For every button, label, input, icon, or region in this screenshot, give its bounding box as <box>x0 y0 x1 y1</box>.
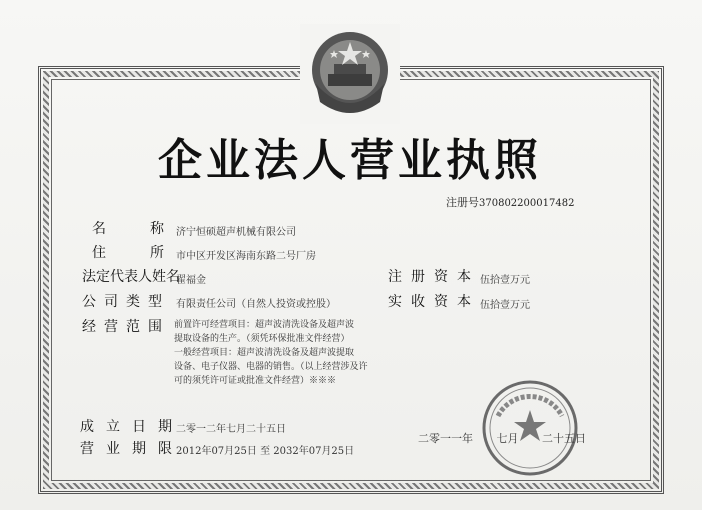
representative-name: 翟福金 <box>176 275 206 286</box>
company-address: 市中区开发区海南东路二号厂房 <box>176 251 316 262</box>
label-name <box>92 218 164 238</box>
document-title: 企业法人营业执照 <box>158 135 542 186</box>
label-business-term: 营业期限 <box>80 441 184 457</box>
label-business-scope: 经营范围 <box>82 319 170 335</box>
registered-capital: 伍拾壹万元 <box>480 275 530 286</box>
issue-date <box>418 430 586 446</box>
registration-value: 370802200017482 <box>479 198 575 209</box>
established-date: 二零一二年七月二十五日 <box>176 424 286 435</box>
label-paid-in-capital: 实收资本 <box>388 294 480 310</box>
registration-label: 注册号 <box>446 196 479 209</box>
label-established-date: 成立日期 <box>80 419 184 435</box>
scope-line: 一般经营项目：超声波清洗设备及超声波提取 <box>174 348 355 358</box>
scope-line: 设备、电子仪器、电器的销售。（以上经营涉及许 <box>174 362 368 372</box>
label-company-type: 公司类型 <box>82 294 170 310</box>
company-name: 济宁恒硕超声机械有限公司 <box>176 227 296 238</box>
business-scope <box>174 318 384 388</box>
label-address-part-1: 住 <box>92 245 106 261</box>
business-term: 2012年07月25日 至 2032年07月25日 <box>176 446 355 457</box>
company-type: 有限责任公司（自然人投资或控股） <box>176 299 336 310</box>
label-address <box>92 242 164 262</box>
paid-in-capital: 伍拾壹万元 <box>480 300 530 311</box>
issue-month: 七月 <box>496 432 519 445</box>
label-address-part-2: 所 <box>150 245 164 261</box>
label-name-part-2: 称 <box>150 221 164 237</box>
scope-line: 提取设备的生产。（须凭环保批准文件经营） <box>174 334 350 344</box>
issue-day: 二十五日 <box>542 432 586 445</box>
label-representative: 法定代表人姓名 <box>82 269 180 285</box>
scope-line: 可的须凭许可证或批准文件经营）※※※ <box>174 376 337 386</box>
official-seal <box>478 376 582 480</box>
scope-line: 前置许可经营项目：超声波清洗设备及超声波 <box>174 320 355 330</box>
label-registered-capital: 注册资本 <box>388 269 480 285</box>
national-emblem <box>300 24 400 124</box>
label-name-part-1: 名 <box>92 221 106 237</box>
registration-number <box>446 194 574 210</box>
issue-year: 二零一一年 <box>418 432 473 445</box>
